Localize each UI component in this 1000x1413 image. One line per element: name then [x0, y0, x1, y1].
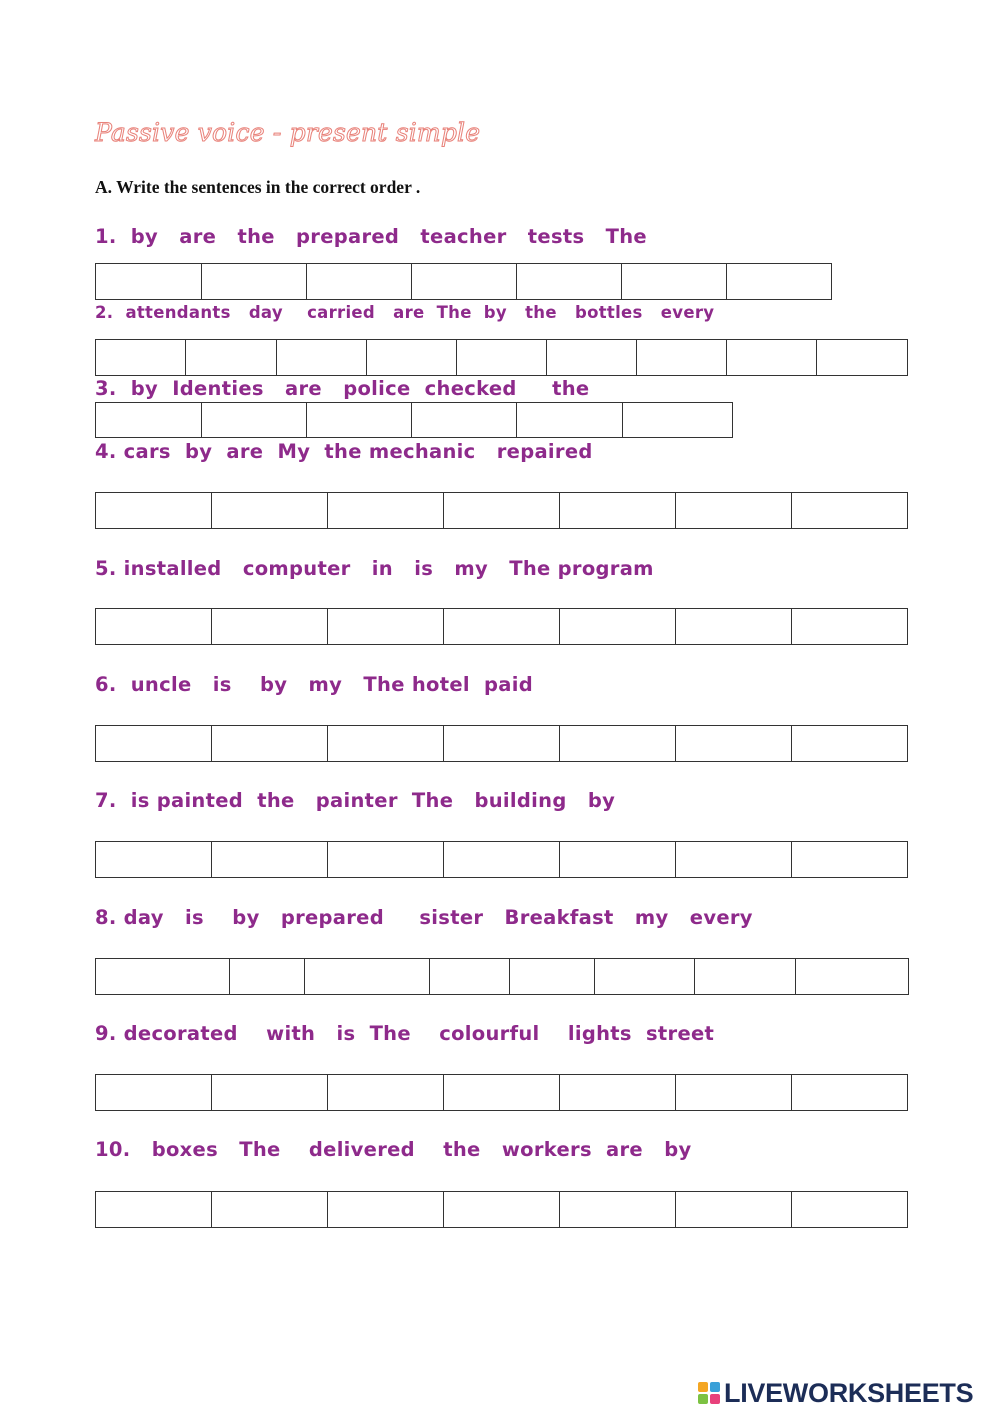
- answer-box[interactable]: [560, 841, 676, 878]
- answer-box[interactable]: [517, 263, 622, 300]
- answer-box[interactable]: [430, 958, 510, 995]
- answer-box[interactable]: [96, 608, 212, 645]
- answer-box[interactable]: [328, 725, 444, 762]
- answer-row-10: [95, 1191, 908, 1228]
- logo-square-4: [710, 1394, 720, 1404]
- logo-square-3: [698, 1394, 708, 1404]
- answer-box[interactable]: [96, 1191, 212, 1228]
- question-8-text: 8. day is by prepared sister Breakfast my every: [95, 906, 753, 929]
- answer-box[interactable]: [560, 492, 676, 529]
- answer-box[interactable]: [637, 339, 727, 376]
- liveworksheets-logo-icon: [698, 1382, 720, 1404]
- answer-box[interactable]: [328, 841, 444, 878]
- question-9-text: 9. decorated with is The colourful lights street: [95, 1022, 715, 1045]
- answer-row-9: [95, 1074, 908, 1111]
- answer-box[interactable]: [444, 1074, 560, 1111]
- answer-box[interactable]: [547, 339, 637, 376]
- answer-box[interactable]: [202, 402, 307, 438]
- answer-box[interactable]: [560, 1074, 676, 1111]
- answer-box[interactable]: [307, 263, 412, 300]
- answer-box[interactable]: [277, 339, 367, 376]
- answer-box[interactable]: [727, 263, 832, 300]
- answer-box[interactable]: [444, 841, 560, 878]
- answer-row-6: [95, 725, 908, 762]
- answer-box[interactable]: [212, 725, 328, 762]
- answer-box[interactable]: [623, 402, 733, 438]
- answer-box[interactable]: [676, 1074, 792, 1111]
- answer-box[interactable]: [230, 958, 305, 995]
- answer-box[interactable]: [444, 1191, 560, 1228]
- answer-box[interactable]: [412, 402, 517, 438]
- question-4-text: 4. cars by are My the mechanic repaired: [95, 440, 593, 463]
- answer-box[interactable]: [510, 958, 595, 995]
- answer-box[interactable]: [328, 1191, 444, 1228]
- answer-box[interactable]: [622, 263, 727, 300]
- answer-row-3: [95, 402, 733, 438]
- logo-text: LIVEWORKSHEETS: [724, 1377, 974, 1408]
- answer-box[interactable]: [305, 958, 430, 995]
- answer-box[interactable]: [676, 1191, 792, 1228]
- answer-box[interactable]: [96, 402, 202, 438]
- answer-box[interactable]: [695, 958, 796, 995]
- answer-box[interactable]: [202, 263, 307, 300]
- answer-box[interactable]: [444, 492, 560, 529]
- answer-row-5: [95, 608, 908, 645]
- answer-row-1: [95, 263, 832, 300]
- answer-box[interactable]: [212, 1074, 328, 1111]
- question-10-text: 10. boxes The delivered the workers are by: [95, 1138, 692, 1161]
- answer-box[interactable]: [96, 339, 186, 376]
- answer-box[interactable]: [676, 725, 792, 762]
- answer-box[interactable]: [186, 339, 277, 376]
- answer-box[interactable]: [595, 958, 695, 995]
- answer-row-8: [95, 958, 909, 995]
- answer-box[interactable]: [96, 1074, 212, 1111]
- question-6-text: 6. uncle is by my The hotel paid: [95, 673, 533, 696]
- answer-box[interactable]: [792, 608, 908, 645]
- answer-box[interactable]: [792, 1074, 908, 1111]
- answer-box[interactable]: [676, 492, 792, 529]
- answer-box[interactable]: [367, 339, 457, 376]
- answer-box[interactable]: [792, 725, 908, 762]
- answer-box[interactable]: [212, 841, 328, 878]
- question-2-text: 2. attendants day carried are The by the bottles every: [95, 303, 715, 322]
- answer-box[interactable]: [560, 608, 676, 645]
- answer-box[interactable]: [444, 608, 560, 645]
- instruction-a: A. Write the sentences in the correct order .: [95, 177, 421, 197]
- answer-box[interactable]: [444, 725, 560, 762]
- answer-box[interactable]: [792, 841, 908, 878]
- answer-row-4: [95, 492, 908, 529]
- answer-box[interactable]: [96, 263, 202, 300]
- liveworksheets-logo: [698, 1377, 973, 1409]
- answer-box[interactable]: [212, 492, 328, 529]
- answer-box[interactable]: [560, 1191, 676, 1228]
- answer-row-7: [95, 841, 908, 878]
- answer-box[interactable]: [328, 492, 444, 529]
- answer-box[interactable]: [792, 492, 908, 529]
- answer-box[interactable]: [96, 841, 212, 878]
- answer-box[interactable]: [817, 339, 908, 376]
- answer-box[interactable]: [796, 958, 909, 995]
- answer-box[interactable]: [517, 402, 623, 438]
- answer-box[interactable]: [676, 841, 792, 878]
- answer-box[interactable]: [328, 1074, 444, 1111]
- question-1-text: 1. by are the prepared teacher tests The: [95, 225, 647, 248]
- worksheet-title: Passive voice - present simple: [95, 118, 481, 147]
- answer-row-2: [95, 339, 908, 376]
- answer-box[interactable]: [96, 492, 212, 529]
- question-5-text: 5. installed computer in is my The program: [95, 557, 654, 580]
- logo-square-1: [698, 1382, 708, 1392]
- logo-square-2: [710, 1382, 720, 1392]
- answer-box[interactable]: [412, 263, 517, 300]
- answer-box[interactable]: [212, 1191, 328, 1228]
- answer-box[interactable]: [727, 339, 817, 376]
- answer-box[interactable]: [96, 958, 230, 995]
- answer-box[interactable]: [212, 608, 328, 645]
- answer-box[interactable]: [792, 1191, 908, 1228]
- question-3-text: 3. by Identies are police checked the: [95, 377, 590, 400]
- answer-box[interactable]: [96, 725, 212, 762]
- answer-box[interactable]: [676, 608, 792, 645]
- answer-box[interactable]: [457, 339, 547, 376]
- question-7-text: 7. is painted the painter The building by: [95, 789, 616, 812]
- answer-box[interactable]: [328, 608, 444, 645]
- answer-box[interactable]: [560, 725, 676, 762]
- answer-box[interactable]: [307, 402, 412, 438]
